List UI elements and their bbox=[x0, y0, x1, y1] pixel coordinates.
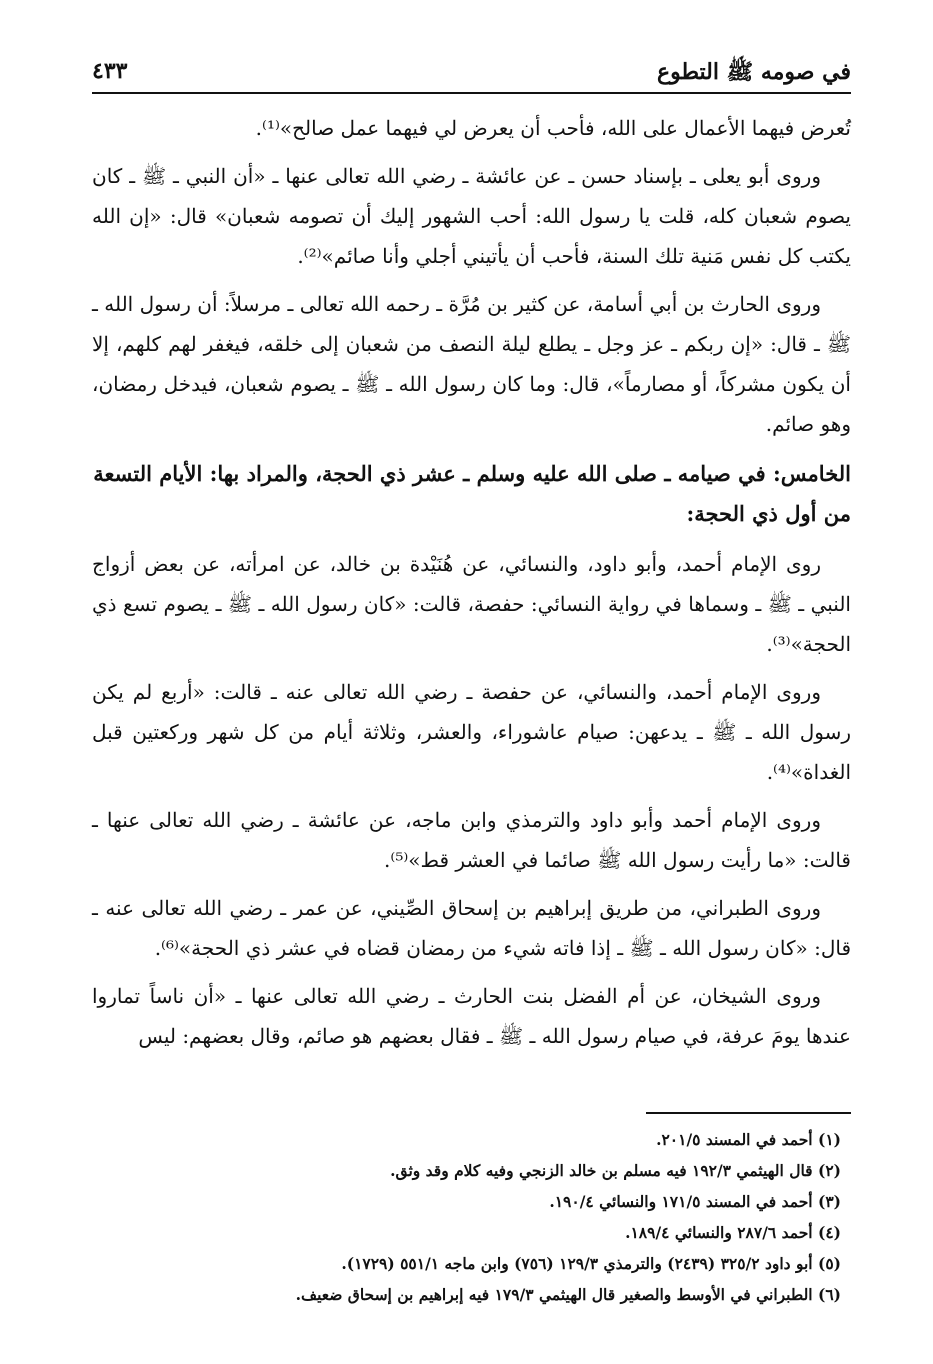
paragraph: وروى الشيخان، عن أم الفضل بنت الحارث ـ رضي الله تعالى عنها ـ «أن ناساً تماروا عندها يومَ عرفة، في صيام رسول الله ـ ﷺ ـ فقال بعضهم هو صائم، وقال بعضهم: ليس bbox=[92, 984, 851, 1048]
footnote-separator bbox=[646, 1112, 851, 1114]
footnote: (٦) الطبراني في الأوسط والصغير قال الهيثمي ١٧٩/٣ فيه إبراهيم بن إسحاق ضعيف. bbox=[295, 1285, 841, 1304]
running-title: في صومه ﷺ التطوع bbox=[656, 59, 851, 85]
footnote: (٣) أحمد في المسند ١٧١/٥ والنسائي ١٩٠/٤. bbox=[549, 1192, 841, 1211]
paragraph: روى الإمام أحمد، وأبو داود، والنسائي، عن هُنَيْدة بن خالد، عن امرأته، عن بعض أزواج النبي ـ ﷺ ـ وسماها في رواية النسائي: حفصة، قالت: «كان رسول الله ـ ﷺ ـ يصوم تسع ذي الحجة»⁽³⁾. bbox=[92, 552, 851, 656]
paragraph: وروى الحارث بن أبي أسامة، عن كثير بن مُرَّة ـ رحمه الله تعالى ـ مرسلاً: أن رسول الله ـ ﷺ ـ قال: «إن ربكم ـ عز وجل ـ يطلع ليلة النصف من شعبان إلى خلقه، فيغفر لهم كلهم، إلا أن يكون مشركاً، أو مصارماً»، قال: وما كان رسول الله ـ ﷺ ـ يصوم شعبان، فيدخل رمضان، وهو صائم. bbox=[92, 292, 851, 436]
footnote: (١) أحمد في المسند ٢٠١/٥. bbox=[656, 1130, 841, 1149]
footnote: (٥) أبو داود ٣٢٥/٢ (٢٤٣٩) والترمذي ١٢٩/٣ (٧٥٦) وابن ماجه ٥٥١/١ (١٧٢٩). bbox=[341, 1254, 841, 1273]
footnotes bbox=[92, 1112, 851, 1310]
paragraph: وروى أبو يعلى ـ بإسناد حسن ـ عن عائشة ـ رضي الله تعالى عنها ـ «أن النبي ـ ﷺ ـ كان يصوم شعبان كله، قلت يا رسول الله: أحب الشهور إليك أن تصومه شعبان» قال: «إن الله يكتب كل نفس مَنية تلك السنة، فأحب أن يأتيني أجلي وأنا صائم»⁽²⁾. bbox=[92, 164, 851, 268]
section-heading: الخامس: في صيامه ـ صلى الله عليه وسلم ـ عشر ذي الحجة، والمراد بها: الأيام التسعة من أول ذي الحجة: bbox=[93, 461, 851, 526]
footnote: (٢) قال الهيثمي ١٩٢/٣ فيه مسلم بن خالد الزنجي وفيه كلام وقد وثق. bbox=[390, 1161, 841, 1180]
paragraph: وروى الطبراني، من طريق إبراهيم بن إسحاق الصِّيني، عن عمر ـ رضي الله تعالى عنه ـ قال: «كان رسول الله ـ ﷺ ـ إذا فاته شيء من رمضان قضاه في عشر ذي الحجة»⁽⁶⁾. bbox=[92, 896, 851, 960]
paragraph: وروى الإمام أحمد وأبو داود والترمذي وابن ماجه، عن عائشة ـ رضي الله تعالى عنها ـ قالت: «ما رأيت رسول الله ﷺ صائما في العشر قط»⁽⁵⁾. bbox=[92, 808, 851, 872]
paragraph: وروى الإمام أحمد، والنسائي، عن حفصة ـ رضي الله تعالى عنه ـ قالت: «أربع لم يكن رسول الله ـ ﷺ ـ يدعهن: صيام عاشوراء، والعشر، وثلاثة أيام من كل شهر وركعتين قبل الغداة»⁽⁴⁾. bbox=[92, 680, 851, 784]
paragraph: تُعرض فيهما الأعمال على الله، فأحب أن يعرض لي فيهما عمل صالح»⁽¹⁾. bbox=[255, 116, 851, 140]
running-header bbox=[92, 56, 851, 94]
page-number: ٤٣٣ bbox=[92, 58, 128, 84]
main-text bbox=[92, 108, 851, 1064]
footnote: (٤) أحمد ٢٨٧/٦ والنسائي ١٨٩/٤. bbox=[625, 1223, 841, 1242]
